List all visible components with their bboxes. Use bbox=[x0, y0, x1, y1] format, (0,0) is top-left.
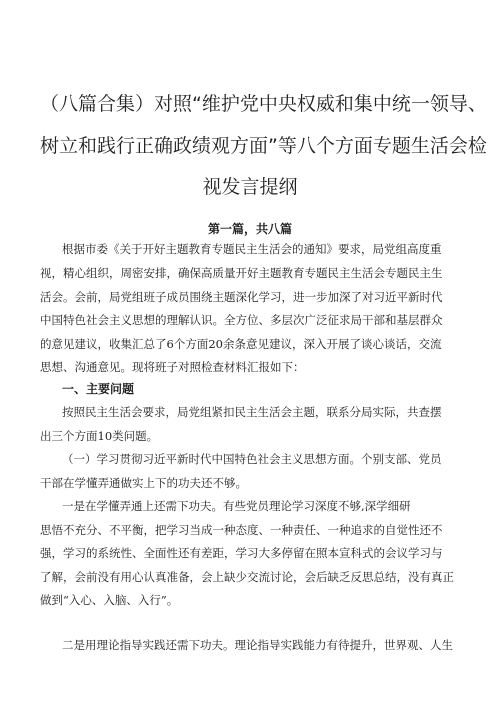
document-title-line-1: （八篇合集）对照“维护党中央权威和集中统一领导、 bbox=[40, 93, 487, 115]
paragraph-line: 视，精心组织，周密安排，确保高质量开好主题教育专题民主生活会专题民主生 bbox=[40, 266, 443, 280]
paragraph-line: 了解，会前没有用心认真准备，会上缺少交流讨论，会后缺乏反思总结，没有真正 bbox=[40, 570, 454, 584]
paragraph-line: 活会。会前，局党组班子成员围绕主题深化学习，进一步加深了对习近平新时代 bbox=[40, 290, 443, 304]
paragraph-line: 思想、沟通意见。现将班子对照检查材料汇报如下： bbox=[40, 360, 305, 374]
document-title-line-2: 树立和践行正确政绩观方面”等八个方面专题生活会检 bbox=[40, 135, 487, 157]
paragraph-line: 按照民主生活会要求，局党组紧扣民主生活会主题，联系分局实际，共查摆 bbox=[62, 405, 442, 419]
section-heading: 一、主要问题 bbox=[62, 382, 135, 396]
paragraph-line: 强，学习的系统性、全面性还有差距，学习大多停留在照本宣科式的会议学习与 bbox=[40, 546, 443, 560]
paragraph-line: 出三个方面10类问题。 bbox=[40, 429, 159, 443]
paragraph-line: （一）学习贯彻习近平新时代中国特色社会主义思想方面。个别支部、党员 bbox=[62, 452, 442, 466]
paragraph-line: 做到“入心、入脑、入行”。 bbox=[40, 593, 179, 607]
paragraph-line: 一是在学懂弄通上还需下功夫。有些党员理论学习深度不够,深学细研 bbox=[62, 499, 411, 513]
paragraph-line: 根据市委《关于开好主题教育专题民主生活会的通知》要求，局党组高度重 bbox=[62, 242, 442, 256]
paragraph-line: 的意见建议，收集汇总了6个方面20余条意见建议，深入开展了谈心谈话，交流 bbox=[40, 337, 442, 351]
document-title-line-3: 视发言提纲 bbox=[202, 176, 298, 198]
section-title: 第一篇，共八篇 bbox=[207, 222, 292, 236]
paragraph-line: 干部在学懂弄通做实上下的功夫还不够。 bbox=[40, 476, 247, 490]
paragraph-line: 中国特色社会主义思想的理解认识。全方位、多层次广泛征求局干部和基层群众 bbox=[40, 313, 443, 327]
paragraph-line: 二是用理论指导实践还需下功夫。理论指导实践能力有待提升，世界观、人生 bbox=[62, 638, 453, 652]
paragraph-line: 思悟不充分、不平衡，把学习当成一种态度、一种责任、一种追求的自觉性还不 bbox=[40, 523, 443, 537]
